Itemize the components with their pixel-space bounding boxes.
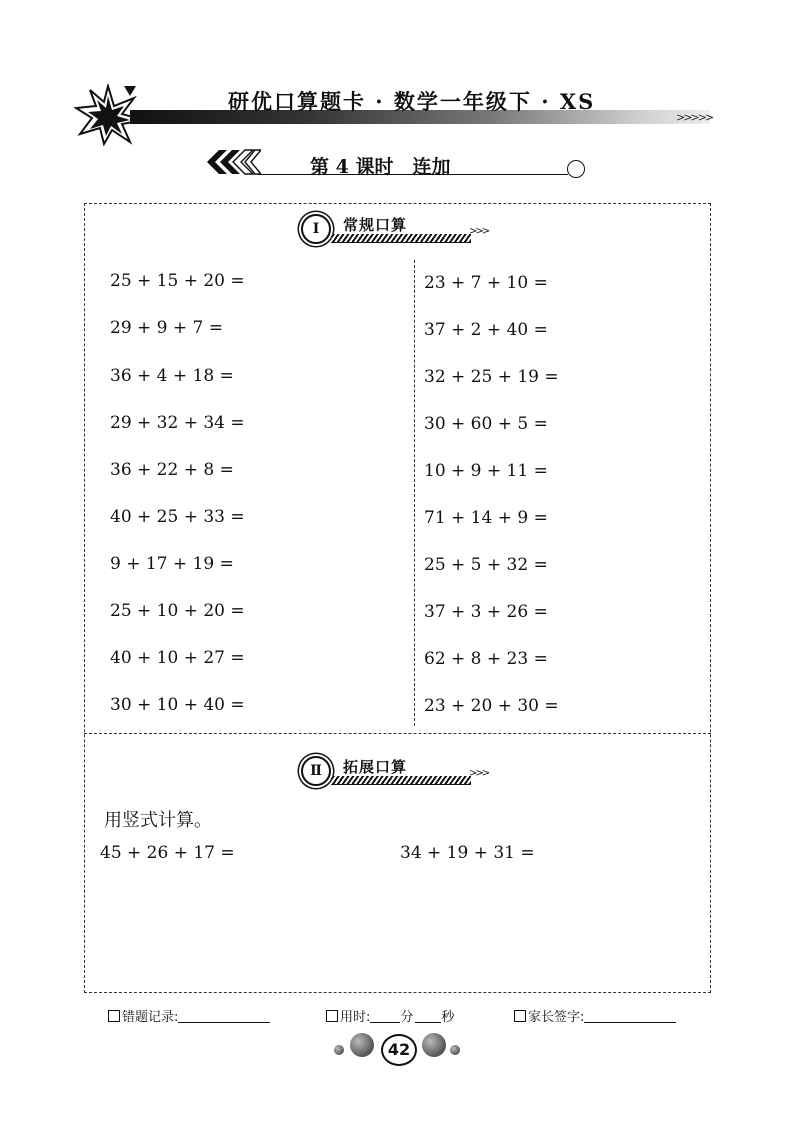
equation-left: 40 + 25 + 33 = [110,507,245,527]
equation-right: 37 + 3 + 26 = [424,602,548,622]
instruction-text: 用竖式计算。 [104,810,212,831]
dot-icon [422,1033,446,1057]
dot-icon [350,1033,374,1057]
section-two-badge [301,756,561,792]
equation-right: 25 + 5 + 32 = [424,555,548,575]
parent-signature-label: 家长签字: [528,1010,585,1025]
lesson-title: 第 4 课时 连加 [310,156,451,178]
roman-numeral-one: Ⅰ [301,214,331,244]
equation-right: 32 + 25 + 19 = [424,367,559,387]
equation-left: 9 + 17 + 19 = [110,554,234,574]
arrow-tip-icon: >>> [469,226,489,237]
stripe-decoration [331,234,471,243]
equation-left: 36 + 4 + 18 = [110,366,234,386]
seconds-label: 秒 [441,1010,455,1025]
equation-left: 40 + 10 + 27 = [110,648,245,668]
parent-signature-field[interactable] [514,1006,676,1025]
page-number: 42 [381,1034,417,1066]
section-two-label: 拓展口算 [343,758,408,776]
error-record-label: 错题记录: [122,1010,179,1025]
equation-left: 25 + 15 + 20 = [110,271,245,291]
equation-right: 23 + 7 + 10 = [424,273,548,293]
dot-icon [334,1045,344,1055]
error-record-blank[interactable] [178,1022,270,1023]
header-title: 研优口算题卡 · 数学一年级下 · XS [228,89,596,114]
seconds-blank[interactable] [415,1022,441,1023]
chevron-left-icon [205,149,261,175]
equation-right: 23 + 20 + 30 = [424,696,559,716]
equation-left: 29 + 32 + 34 = [110,413,245,433]
equation-left: 25 + 10 + 20 = [110,601,245,621]
checkbox-icon[interactable] [108,1010,120,1022]
section-one-badge [301,214,561,250]
checkbox-icon[interactable] [514,1010,526,1022]
vertical-problem: 45 + 26 + 17 = [100,843,235,863]
section-one-label: 常规口算 [343,216,408,234]
time-used-field[interactable] [326,1006,454,1025]
equation-left: 29 + 9 + 7 = [110,318,224,338]
header-arrows-icon: >>>>> [676,111,713,124]
vertical-problem: 34 + 19 + 31 = [400,843,535,863]
parent-signature-blank[interactable] [584,1022,676,1023]
equation-right: 71 + 14 + 9 = [424,508,548,528]
equation-right: 30 + 60 + 5 = [424,414,548,434]
equation-left: 36 + 22 + 8 = [110,460,234,480]
checkbox-icon[interactable] [326,1010,338,1022]
error-record-field[interactable] [108,1006,270,1025]
roman-numeral-two: Ⅱ [301,756,331,786]
circle-icon [567,160,585,178]
minutes-blank[interactable] [370,1022,400,1023]
arrow-tip-icon: >>> [469,768,489,779]
equation-left: 30 + 10 + 40 = [110,695,245,715]
section-divider [84,733,711,734]
column-divider [414,260,415,726]
dot-icon [450,1045,460,1055]
equation-right: 62 + 8 + 23 = [424,649,548,669]
minutes-label: 分 [400,1010,414,1025]
time-used-label: 用时: [340,1010,371,1025]
stripe-decoration [331,776,471,785]
equation-right: 37 + 2 + 40 = [424,320,548,340]
equation-right: 10 + 9 + 11 = [424,461,548,481]
